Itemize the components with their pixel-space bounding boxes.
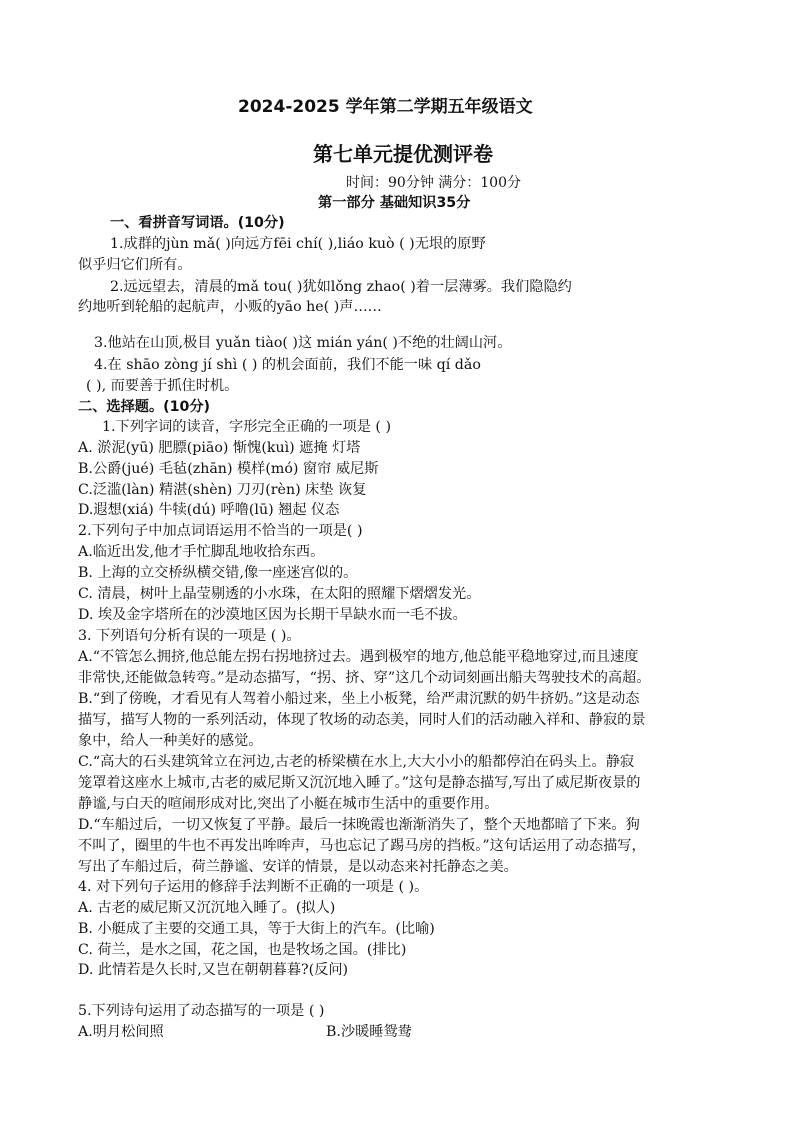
option-line: 象中，给人一种美好的感觉。 [78, 733, 263, 749]
exam-subtitle: 第七单元提优测评卷 [313, 142, 493, 166]
option-line: A.明月松间照 [78, 1024, 164, 1040]
question-line: 2.下列句子中加点词语运用不恰当的一项是( ) [78, 523, 363, 539]
question-line: 3.他站在山顶,极目 yuǎn tiào( )这 mián yán( )不绝的壮阔山河。 [94, 335, 512, 351]
option-line: C. 荷兰，是水之国，花之国，也是牧场之国。(排比) [78, 942, 407, 958]
option-line: C. 清晨，树叶上晶莹剔透的小水珠，在太阳的照耀下熠熠发光。 [78, 586, 481, 602]
exam-meta: 时间：90分钟 满分：100分 [346, 175, 521, 191]
question-line: 2.远远望去，清晨的mǎ tou( )犹如lǒng zhao( )着一层薄雾。我们隐隐约 [110, 279, 572, 295]
option-line: C.泛滥(làn) 精湛(shèn) 刀刃(rèn) 床垫 诙复 [78, 482, 367, 498]
part-heading: 第一部分 基础知识35分 [318, 195, 471, 211]
section-heading: 一、看拼音写词语。(10分) [110, 215, 285, 231]
option-line: 描写，描写人物的一系列活动，体现了牧场的动态美，同时人们的活动融入祥和、静寂的景 [78, 712, 646, 728]
question-line: 1.成群的jùn mǎ( )向远方fēi chí( ),liáo kuò ( )无垠的原野 [110, 236, 486, 252]
option-line: D. 埃及金字塔所在的沙漠地区因为长期干旱缺水而一毛不拔。 [78, 607, 467, 623]
option-line: B.公爵(jué) 毛毡(zhān) 模样(mó) 窗帘 威尼斯 [78, 461, 379, 477]
exam-title: 2024-2025 学年第二学期五年级语文 [238, 97, 533, 117]
option-line: B.沙暖睡鸳鸯 [326, 1024, 412, 1040]
option-line: B.“到了傍晚，才看见有人驾着小船过来，坐上小板凳，给严肃沉默的奶牛挤奶。”这是动态 [78, 691, 640, 707]
question-line: ( ), 而要善于抓住时机。 [86, 378, 239, 394]
option-line: D.遐想(xiá) 牛犊(dú) 呼噜(lū) 翘起 仪态 [78, 502, 340, 518]
option-line: 写出了车船过后，荷兰静谧、安详的情景，是以动态来衬托静态之美。 [78, 859, 518, 875]
option-line: 非常快,还能做急转弯。”是动态描写，“拐、挤、穿”这几个动词刻画出船夫驾驶技术的高超。 [78, 670, 651, 686]
option-line: D.“车船过后，一切又恢复了平静。最后一抹晚霞也渐渐消失了，整个天地都暗了下来。狗 [78, 817, 640, 833]
option-line: A. 古老的威尼斯又沉沉地入睡了。(拟人) [78, 900, 336, 916]
question-line: 4. 对下列句子运用的修辞手法判断不正确的一项是 ( )。 [78, 879, 429, 895]
question-line: 似乎归它们所有。 [78, 257, 192, 273]
option-line: 静谧,与白天的喧闹形成对比,突出了小艇在城市生活中的重要作用。 [78, 796, 499, 812]
question-line: 5.下列诗句运用了动态描写的一项是 ( ) [78, 1003, 325, 1019]
option-line: 笼罩着这座水上城市,古老的威尼斯又沉沉地入睡了。”这句是静态描写,写出了威尼斯夜景的 [78, 775, 641, 791]
option-line: A.“不管怎么拥挤,他总能左拐右拐地挤过去。遇到极窄的地方,他总能平稳地穿过,而且速度 [78, 649, 639, 665]
question-line: 4.在 shāo zòng jí shì ( ) 的机会面前，我们不能一味 qí dǎo [94, 357, 481, 373]
option-line: 不叫了，圈里的牛也不再发出哞哞声，马也忘记了踢马房的挡板。”这句话运用了动态描写， [78, 838, 646, 854]
option-line: D. 此情若是久长时,又岂在朝朝暮暮?(反问) [78, 962, 349, 978]
section-heading: 二、选择题。(10分) [78, 399, 211, 415]
option-line: B. 小艇成了主要的交通工具，等于大街上的汽车。(比喻) [78, 921, 435, 937]
option-line: A. 淤泥(yū) 肥膘(piāo) 惭愧(kuì) 遮掩 灯塔 [78, 440, 361, 456]
question-line: 3. 下列语句分析有误的一项是 ( )。 [78, 628, 301, 644]
option-line: B. 上海的立交桥纵横交错,像一座迷宫似的。 [78, 565, 358, 581]
question-line: 约地听到轮船的起航声，小贩的yāo he( )声…… [78, 299, 382, 315]
option-line: A.临近出发,他才手忙脚乱地收拾东西。 [78, 544, 325, 560]
option-line: C.“高大的石头建筑耸立在河边,古老的桥梁横在水上,大大小小的船都停泊在码头上。静寂 [78, 754, 635, 770]
question-line: 1.下列字词的读音，字形完全正确的一项是 ( ) [102, 419, 392, 435]
